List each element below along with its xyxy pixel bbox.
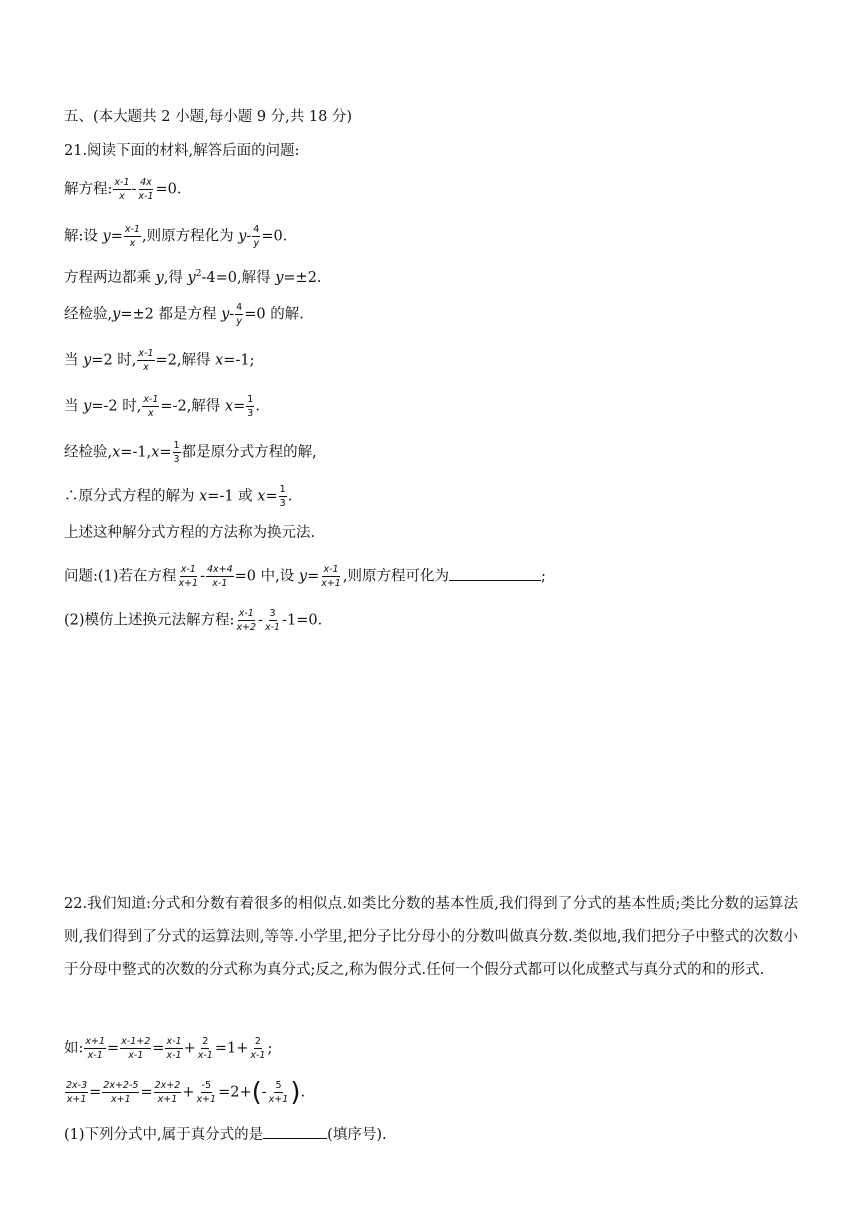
q22-paragraph: 22.我们知道:分式和分数有着很多的相似点.如类比分数的基本性质,我们得到了分式的基本性质;类比分数的运算法则,我们得到了分式的运算法则,等等.小学里,把分子比分母小的分数叫做真分数.类似地,我们把分子中整式的次数小于分母中整式的次数的分式称为真分式;反之,称为假分式.任何一个假分式都可以化成整式与真分式的和的形式. bbox=[64, 896, 798, 978]
q21-case-y2: 当 y=2 时, $\frac{x-1}{x}$ =2,解得 x=-1; bbox=[64, 348, 255, 373]
q21-method-note: 上述这种解分式方程的方法称为换元法. bbox=[64, 525, 316, 541]
section-heading: 五、(本大题共 2 小题,每小题 9 分,共 18 分) bbox=[64, 109, 353, 125]
fraction: $\frac{x-1}{x+2}$ bbox=[236, 608, 257, 633]
q21-check: 经检验,y=±2 都是方程 y- $\frac{4}{y}$ =0 的解. bbox=[64, 302, 304, 327]
fraction: $\frac{5}{x+1}$ bbox=[268, 1080, 289, 1105]
fraction: $\frac{x-1}{x}$ bbox=[143, 394, 159, 419]
q22-example-1: 如: $\frac{x+1}{x-1}$ = $\frac{x-1+2}{x-1}$ = $\frac{x-1}{x-1}$ + $\frac{2}{x-1}$ =1+ $\frac{2}{x-1}$ ; bbox=[64, 1036, 273, 1061]
q21-intro: 21.阅读下面的材料,解答后面的问题: bbox=[64, 143, 300, 159]
answer-blank[interactable] bbox=[263, 1124, 327, 1139]
fraction: $\frac{x-1}{x}$ bbox=[124, 224, 140, 249]
fraction: $\frac{x+1}{x-1}$ bbox=[85, 1036, 106, 1061]
fraction: $\frac{-5}{x+1}$ bbox=[196, 1080, 217, 1105]
q21-equation: 解方程: $\frac{x-1}{x}$ - $\frac{4x}{x-1}$ =0. bbox=[64, 177, 182, 202]
answer-blank[interactable] bbox=[449, 566, 541, 581]
fraction: $\frac{2}{x-1}$ bbox=[250, 1036, 266, 1061]
left-paren: ( bbox=[251, 1077, 262, 1108]
fraction: $\frac{x-1}{x}$ bbox=[138, 348, 154, 373]
fraction: $\frac{4}{y}$ bbox=[253, 224, 260, 249]
fraction: $\frac{x-1+2}{x-1}$ bbox=[121, 1036, 151, 1061]
q21-verify: 经检验,x=-1,x= $\frac{1}{3}$ 都是原分式方程的解, bbox=[64, 440, 317, 465]
fraction: $\frac{3}{x-1}$ bbox=[264, 608, 281, 633]
q22-part1: (1)下列分式中,属于真分式的是 (填序号). bbox=[64, 1124, 387, 1145]
q21-conclusion: ∴原分式方程的解为 x=-1 或 x= $\frac{1}{3}$ . bbox=[64, 484, 293, 509]
fraction: $\frac{2}{x-1}$ bbox=[197, 1036, 213, 1061]
fraction: $\frac{2x-3}{x+1}$ bbox=[66, 1080, 88, 1105]
fraction: $\frac{2x+2-5}{x+1}$ bbox=[103, 1080, 139, 1105]
right-paren: ) bbox=[290, 1077, 301, 1108]
q21-part1: 问题:(1)若在方程 $\frac{x-1}{x+1}$ - $\frac{4x+4}{x-1}$ =0 中,设 y= $\frac{x-1}{x+1}$ ,则原方程可化为 ; bbox=[64, 564, 546, 589]
q21-substitution: 解:设 y= $\frac{x-1}{x}$ ,则原方程化为 y- $\frac{4}{y}$ =0. bbox=[64, 224, 288, 249]
fraction: $\frac{x-1}{x}$ bbox=[114, 177, 130, 202]
q21-multiply: 方程两边都乘 y,得 $y^2-4=0$,解得 y=±2. bbox=[64, 269, 322, 286]
fraction: $\frac{1}{3}$ bbox=[279, 484, 286, 509]
fraction: $\frac{2x+2}{x+1}$ bbox=[154, 1080, 181, 1105]
q21-case-y-neg2: 当 y=-2 时, $\frac{x-1}{x}$ =-2,解得 x= $\frac{1}{3}$ . bbox=[64, 394, 260, 419]
fraction: $\frac{x-1}{x+1}$ bbox=[178, 564, 199, 589]
fraction: $\frac{4}{y}$ bbox=[236, 302, 243, 327]
q22-example-2: $\frac{2x-3}{x+1}$ = $\frac{2x+2-5}{x+1}$ = $\frac{2x+2}{x+1}$ + $\frac{-5}{x+1}$ =2+(- $\frac{5}{x+1}$ ). bbox=[66, 1077, 306, 1108]
fraction: $\frac{1}{3}$ bbox=[247, 394, 254, 419]
fraction: $\frac{1}{3}$ bbox=[173, 440, 180, 465]
fraction: $\frac{x-1}{x-1}$ bbox=[166, 1036, 182, 1061]
fraction: $\frac{4x}{x-1}$ bbox=[138, 177, 154, 202]
q21-part2: (2)模仿上述换元法解方程: $\frac{x-1}{x+2}$ - $\frac{3}{x-1}$ -1=0. bbox=[64, 608, 323, 633]
fraction: $\frac{4x+4}{x-1}$ bbox=[206, 564, 233, 589]
fraction: $\frac{x-1}{x+1}$ bbox=[321, 564, 341, 589]
